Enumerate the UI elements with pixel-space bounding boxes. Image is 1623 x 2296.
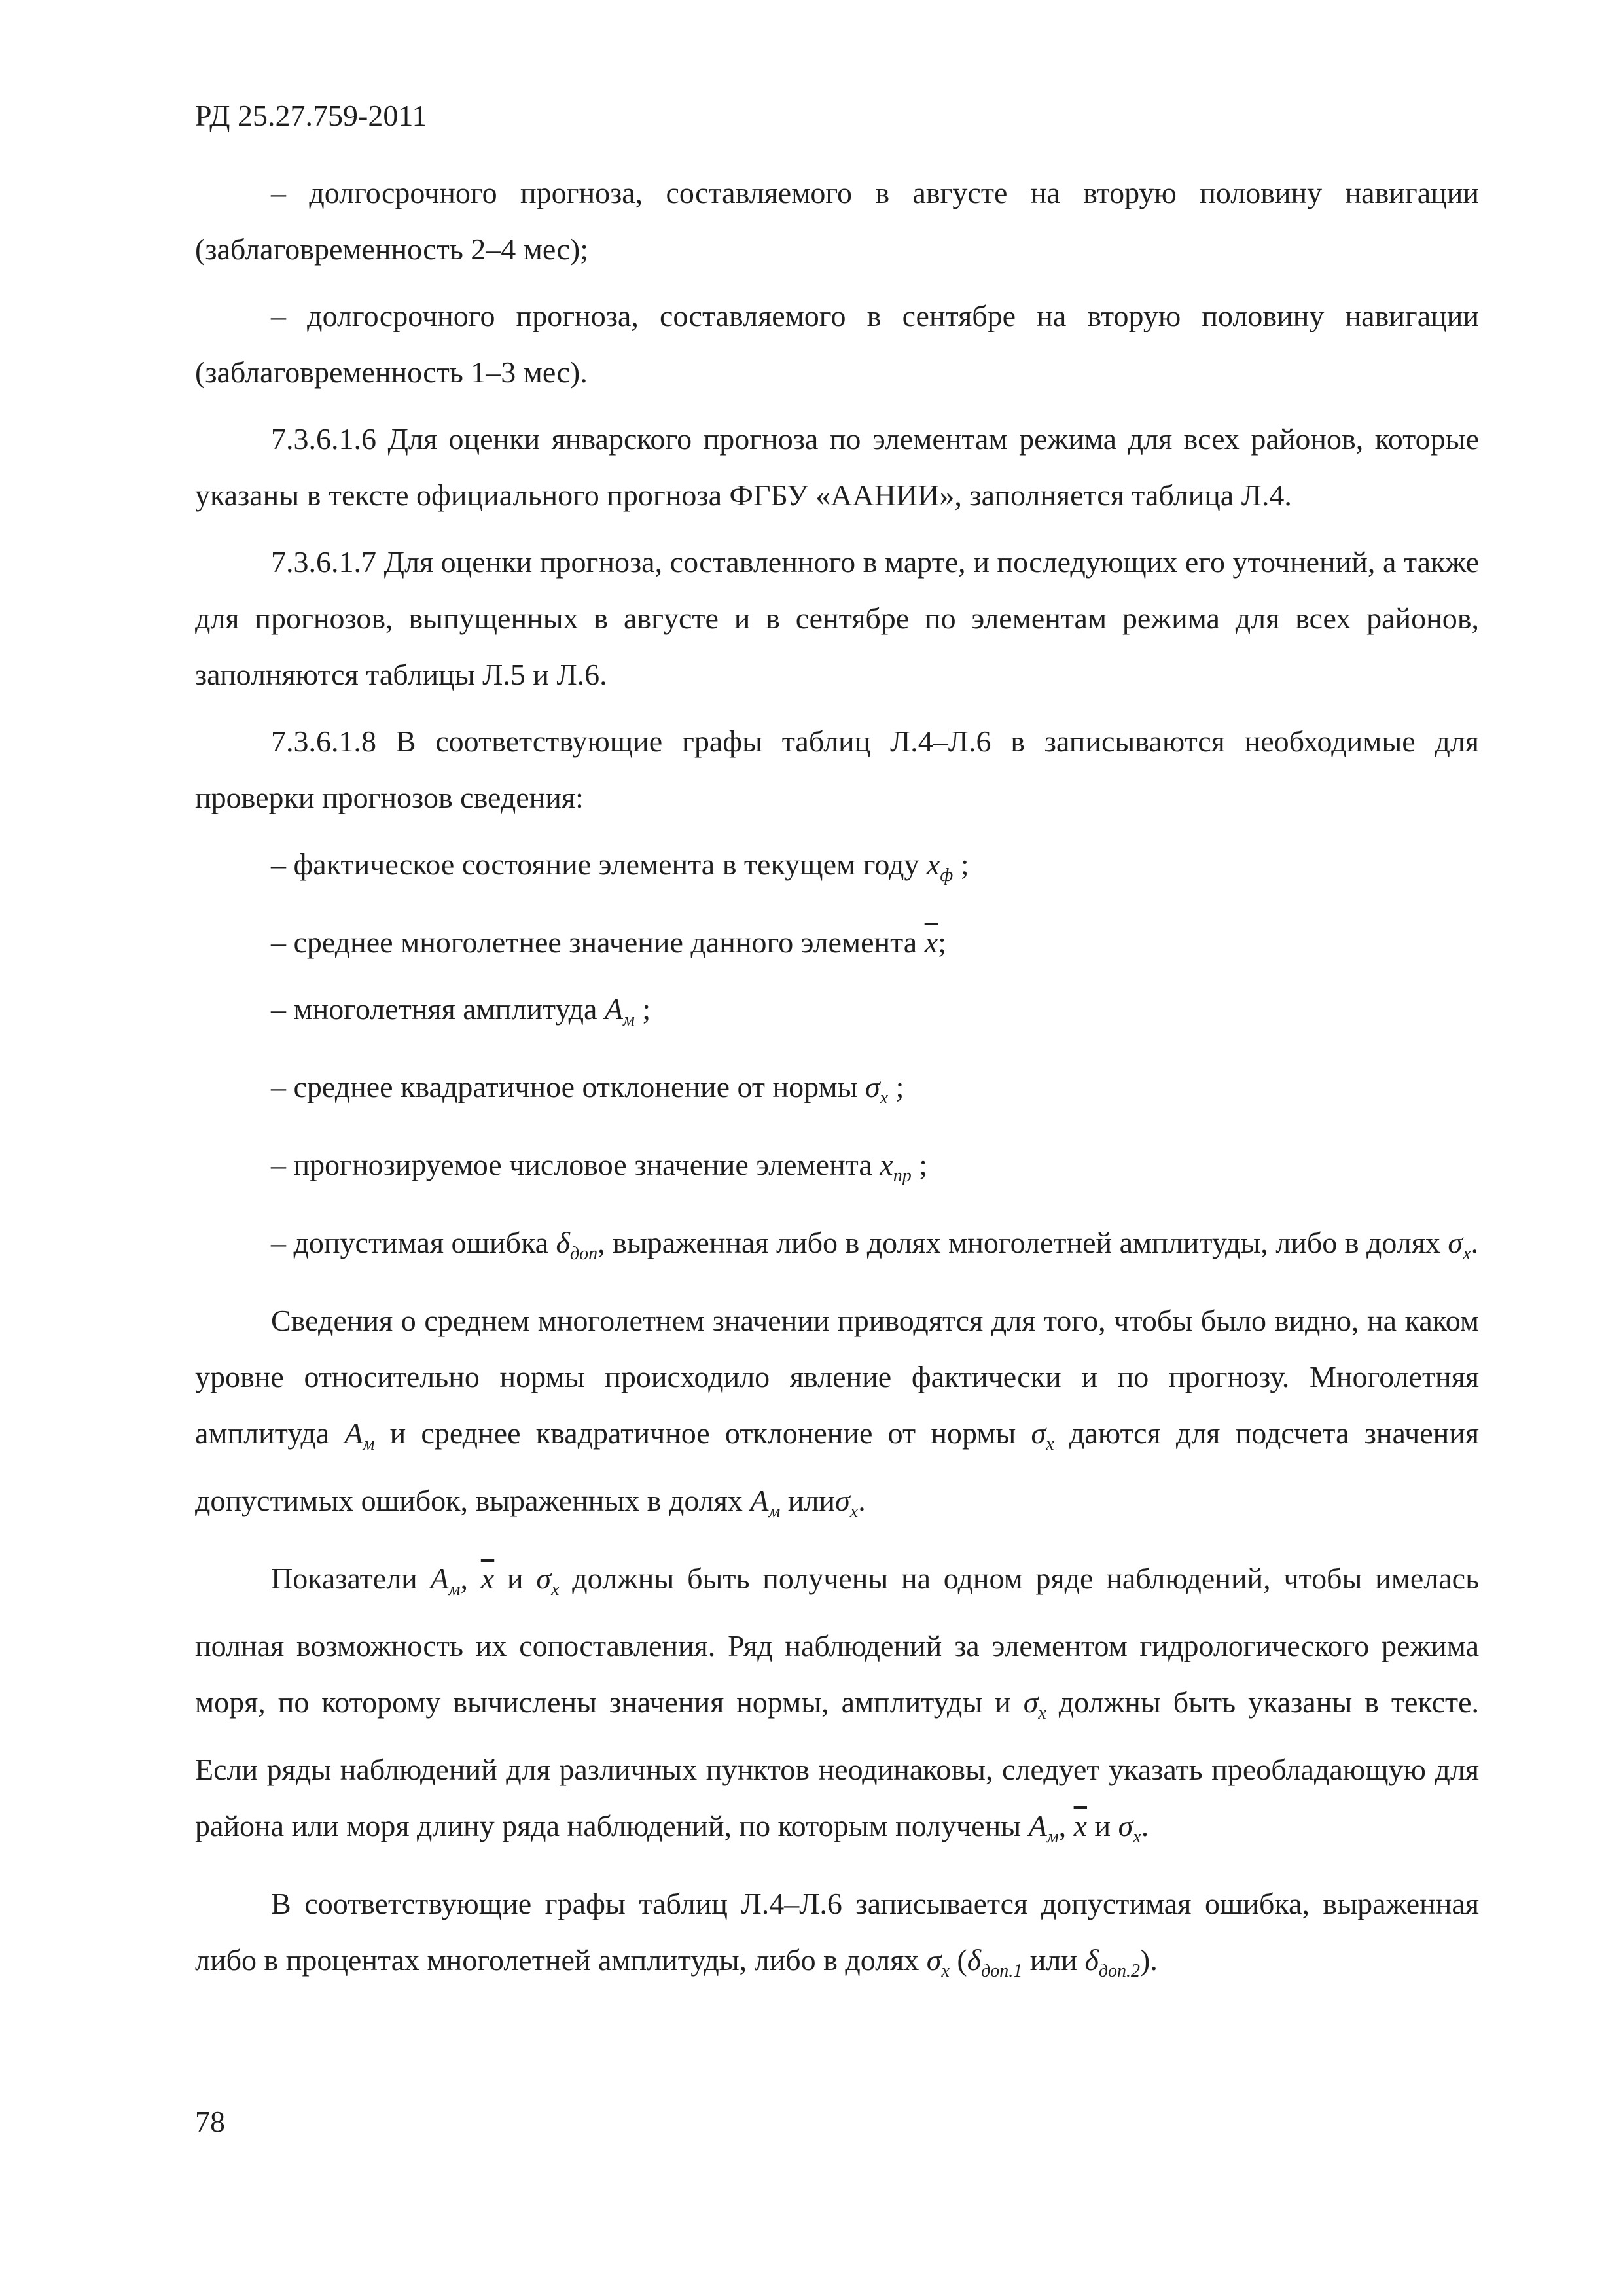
paragraph-7-3-6-1-6: 7.3.6.1.6 Для оценки январского прогноза по элементам режима для всех районов, которые указаны в тексте официального прогноза ФГБУ «ААНИИ», заполняется таблица Л.4. xyxy=(195,422,1479,512)
symbol-x: x xyxy=(880,1148,893,1181)
paragraph-7-3-6-1-7: 7.3.6.1.7 Для оценки прогноза, составленного в марте, и последующих его уточнений, а также для прогнозов, выпущенных в августе и в сентябре по элементам режима для всех районов, заполняются таблицы Л.5 и Л.6. xyxy=(195,545,1479,691)
document-code-header: РД 25.27.759-2011 xyxy=(195,99,427,132)
symbol-sub-pr: пр xyxy=(893,1166,912,1186)
list-item-actual-state: – фактическое состояние элемента в текущем году $x_ф$ ; xyxy=(271,848,969,886)
paragraph-7-3-6-1-8: 7.3.6.1.8 В соответствующие графы таблиц Л.4–Л.6 в записываются необходимые для проверки прогнозов сведения: xyxy=(195,725,1479,814)
list-item-mean-value: – среднее многолетнее значение данного элемента $\overline{x}$; xyxy=(271,925,946,959)
page-number: 78 xyxy=(195,2105,225,2138)
paragraph-mean-value-info: Сведения о среднем многолетнем значении приводятся для того, чтобы было видно, на каком уровне относительно нормы происходило явление фактически и по прогнозу. Многолетняя амплитуда $A_м$ и среднее квадратичное отклонение от нормы $\sigma_x$ даются для подсчета значения допустимых ошибок, выраженных в долях $A_м$ илиσ$_x$. xyxy=(195,1304,1480,1522)
symbol-xbar: $\overline{x}$ xyxy=(924,925,938,959)
paragraph-august-forecast: – долгосрочного прогноза, составляемого в августе на вторую половину навигации (заблаговременность 2–4 мес); xyxy=(195,176,1479,266)
symbol-sub-x: x xyxy=(1463,1244,1471,1264)
symbol-delta: δ xyxy=(556,1226,570,1259)
symbol-x: x xyxy=(926,848,940,881)
symbol-sub-m: м xyxy=(623,1010,635,1030)
symbol-sigma: σ xyxy=(1448,1226,1463,1259)
symbol-sub-x: x xyxy=(880,1088,889,1108)
document-body xyxy=(195,165,1479,2000)
symbol-sub-f: ф xyxy=(940,865,954,886)
symbol-sub-dop: доп xyxy=(569,1244,598,1264)
symbol-sigma: σ xyxy=(865,1070,880,1103)
paragraph-allowed-error: В соответствующие графы таблиц Л.4–Л.6 записывается допустимая ошибка, выраженная либо в процентах многолетней амплитуды, либо в долях $\sigma_x$ ($\delta_{доп.1}$ или $\delta_{доп.2}$). xyxy=(195,1887,1479,1981)
paragraph-september-forecast: – долгосрочного прогноза, составляемого в сентябре на вторую половину навигации (заблаговременность 1–3 мес). xyxy=(195,299,1479,389)
list-item-forecast-value: – прогнозируемое числовое значение элемента $x_{пр}$ ; xyxy=(271,1148,927,1186)
list-item-std-deviation: – среднее квадратичное отклонение от нормы $\sigma_x$ ; xyxy=(271,1070,904,1108)
symbol-A: A xyxy=(604,992,623,1026)
paragraph-indicators: Показатели $A_м$, $\overline{x}$ и $\sigma_x$ должны быть получены на одном ряде наблюдений, чтобы имелась полная возможность их сопоставления. Ряд наблюдений за элементом гидрологического режима моря, по которому вычислены значения нормы, амплитуды и $\sigma_x$ должны быть указаны в тексте. Если ряды наблюдений для различных пунктов неодинаковы, следует указать преобладающую для района или моря длину ряда наблюдений, по которым получены $A_м$, $\overline{x}$ и $\sigma_x$. xyxy=(195,1562,1480,1847)
list-item-amplitude: – многолетняя амплитуда $A_м$ ; xyxy=(271,992,651,1030)
list-item-allowed-error: – допустимая ошибка $\delta_{доп}$, выраженная либо в долях многолетней амплитуды, либо в долях $\sigma_x$. xyxy=(271,1226,1478,1264)
